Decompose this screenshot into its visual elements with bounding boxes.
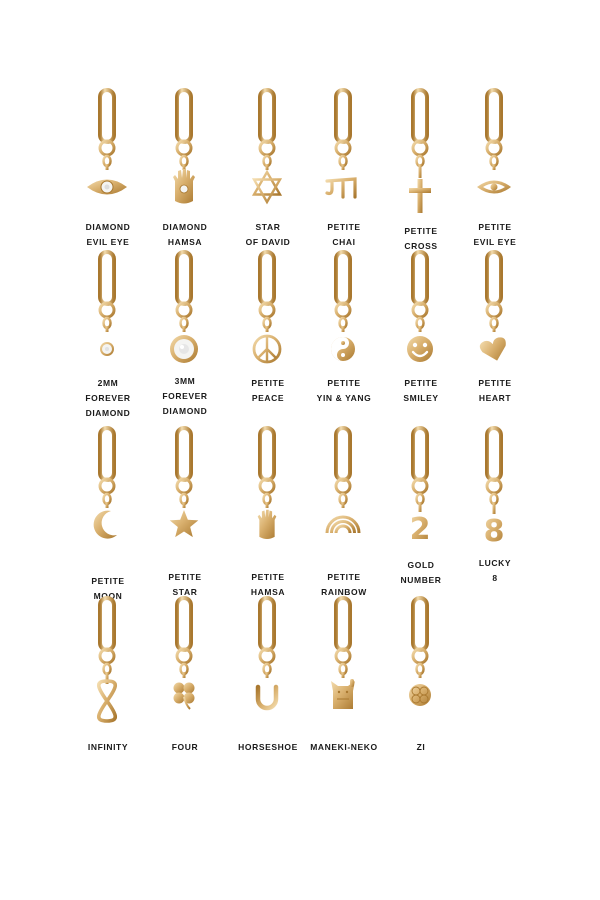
charm-label — [440, 376, 550, 406]
charm-label-line: PETITE — [327, 222, 361, 232]
hoop-earring — [260, 428, 274, 504]
hoop-earring — [260, 252, 274, 328]
charm-label — [440, 556, 550, 586]
charm-earring-image — [316, 598, 370, 728]
charm-label-line: 8 — [492, 573, 498, 583]
charm-label-line: 3MM — [174, 376, 196, 386]
hoop-earring — [177, 252, 191, 328]
evil-eye-icon — [477, 181, 511, 194]
charm-label-line: PETITE — [404, 378, 438, 388]
charm-label-line: FOREVER — [85, 393, 131, 403]
crescent-moon-icon — [94, 511, 117, 539]
hoop-earring — [260, 598, 274, 674]
charm-earring-image — [467, 428, 521, 558]
charm-earring-image — [80, 252, 134, 382]
charm-earring-image — [240, 598, 294, 728]
svg-text:8: 8 — [483, 514, 505, 549]
small-diamond-bezel-icon — [100, 342, 114, 356]
charm-label-line: DIAMOND — [85, 408, 131, 418]
charm-label-line: YIN & YANG — [316, 393, 372, 403]
charm-earring-image — [316, 428, 370, 558]
hoop-earring — [100, 598, 114, 674]
charm-label-line: PETITE — [327, 378, 361, 388]
hamsa-diamond-icon — [173, 169, 195, 204]
heart-icon — [479, 336, 510, 364]
hoop-earring — [413, 252, 427, 328]
charm-label-line: NUMBER — [400, 575, 442, 585]
hoop-earring — [487, 428, 501, 504]
charm-earring-image — [393, 90, 447, 220]
charm-label-line: PETITE — [478, 222, 512, 232]
charm-label-line: EVIL EYE — [473, 237, 517, 247]
hoop-earring — [336, 252, 350, 328]
hoop-earring — [100, 252, 114, 328]
hoop-earring — [413, 90, 427, 166]
charm-earring-image — [467, 252, 521, 382]
charm-earring-image — [467, 90, 521, 220]
hamsa-icon — [258, 510, 277, 539]
hoop-earring — [487, 90, 501, 166]
peace-sign-icon — [254, 336, 280, 362]
charm-label-line: HAMSA — [250, 587, 286, 597]
charm-label-line: PETITE — [91, 576, 125, 586]
hoop-earring — [336, 90, 350, 166]
four-leaf-clover-icon — [174, 683, 195, 710]
charm-label-line: HAMSA — [167, 237, 203, 247]
charm-earring-image — [316, 252, 370, 382]
charm-label-line: 2MM — [97, 378, 119, 388]
yin-yang-icon — [331, 337, 355, 361]
charm-label-line: GOLD — [407, 560, 435, 570]
charm-label-line: PEACE — [251, 393, 285, 403]
charm-label-line: INFINITY — [87, 742, 129, 752]
charm-label-line: ZI — [416, 742, 426, 752]
charm-label-line: RAINBOW — [321, 587, 367, 597]
hoop-earring — [100, 90, 114, 166]
charm-label-line: DIAMOND — [162, 406, 208, 416]
hoop-earring — [413, 598, 427, 674]
hoop-earring — [336, 428, 350, 504]
chai-icon — [327, 179, 355, 197]
large-diamond-bezel-icon — [170, 335, 198, 363]
number-icon — [484, 514, 505, 549]
charm-label-line: HEART — [478, 393, 512, 403]
rainbow-icon — [327, 517, 359, 533]
charm-label-line: MANEKI-NEKO — [310, 742, 378, 752]
star-of-david-icon — [254, 172, 280, 202]
charm-earring-image — [80, 90, 134, 220]
hoop-earring — [336, 598, 350, 674]
charm-label-line: EVIL EYE — [86, 237, 130, 247]
hoop-earring — [100, 428, 114, 504]
charm-earring-image — [157, 598, 211, 728]
charm-label-line: CHAI — [332, 237, 356, 247]
lucky-cat-icon — [331, 679, 355, 709]
charm-label-line: STAR — [255, 222, 281, 232]
charm-label-line: FOUR — [171, 742, 199, 752]
hoop-earring — [177, 428, 191, 504]
charm-earring-image — [157, 428, 211, 558]
charm-label-line: STAR — [172, 587, 198, 597]
hoop-earring — [487, 252, 501, 328]
charm-label-line: MOON — [93, 591, 123, 601]
charm-label-line: PETITE — [168, 572, 202, 582]
charm-label — [366, 740, 476, 755]
hoop-earring — [260, 90, 274, 166]
charm-label-line: PETITE — [327, 572, 361, 582]
star-icon — [170, 510, 199, 537]
charm-label — [440, 220, 550, 250]
svg-text:2: 2 — [409, 512, 431, 547]
charm-earring-image — [80, 428, 134, 558]
infinity-icon — [99, 681, 116, 721]
charm-earring-image — [316, 90, 370, 220]
charm-earring-image — [240, 90, 294, 220]
charm-label-line: PETITE — [478, 378, 512, 388]
number-icon — [410, 512, 431, 547]
zi-clover-icon — [409, 684, 431, 706]
hoop-earring — [177, 90, 191, 166]
charm-earring-image — [157, 90, 211, 220]
charm-label-line: OF DAVID — [245, 237, 291, 247]
charm-label-line: SMILEY — [403, 393, 439, 403]
charm-label-line: HORSESHOE — [238, 742, 298, 752]
charm-earring-image — [157, 252, 211, 382]
charm-earring-image — [80, 598, 134, 728]
evil-eye-diamond-icon — [87, 180, 127, 195]
charm-earring-image — [240, 252, 294, 382]
charm-label-line: DIAMOND — [85, 222, 131, 232]
charm-label-line: CROSS — [404, 241, 438, 251]
charm-earring-image — [393, 428, 447, 558]
charm-label-line: FOREVER — [162, 391, 208, 401]
charm-earring-image — [240, 428, 294, 558]
horseshoe-icon — [258, 687, 276, 708]
hoop-earring — [413, 428, 427, 504]
smiley-icon — [407, 336, 433, 362]
charm-label-line: DIAMOND — [162, 222, 208, 232]
hoop-earring — [177, 598, 191, 674]
charm-label-line: PETITE — [404, 226, 438, 236]
charm-earring-image — [393, 598, 447, 728]
charm-label-line: LUCKY — [478, 558, 512, 568]
charm-label-line: PETITE — [251, 378, 285, 388]
cross-icon — [409, 179, 431, 213]
charm-label-line: PETITE — [251, 572, 285, 582]
charm-earring-image — [393, 252, 447, 382]
